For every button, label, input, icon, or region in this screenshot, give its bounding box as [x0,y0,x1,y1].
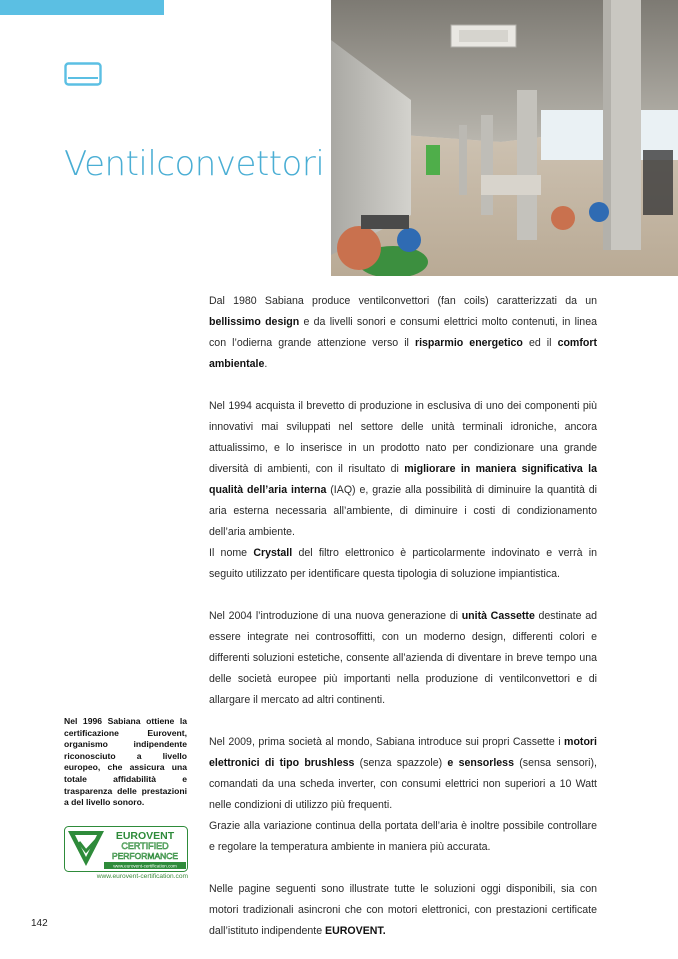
paragraph-gap [209,711,597,732]
text-run: Dal 1980 Sabiana produce ventilconvettori (fan coils) caratterizzati da un [209,295,597,307]
eurovent-url: www.eurovent-certification.com [96,873,188,880]
body-text [209,291,597,942]
page-title: Ventilconvettori [64,144,325,184]
paragraph-eurovent [209,879,597,942]
text-run: e da livelli sonori e consumi elettrici molto contenuti, in linea con l’odierna grande attenzione verso il [209,316,597,349]
emphasis: bellissimo design [209,316,300,328]
paragraph-history-2009 [209,732,597,816]
emphasis: unità Cassette [461,610,535,622]
text-run: (IAQ) e, grazie alla possibilità di diminuire la quantità di aria esterna necessaria all’ambiente, di diminuire i costi di condizionamento dell’aria ambiente. [209,484,598,538]
emphasis: risparmio energetico [414,337,523,349]
eurovent-certified-logo [64,826,188,872]
fan-coil-unit-icon [64,62,102,86]
page-number: 142 [31,918,48,929]
text-run: Nel 2009, prima società al mondo, Sabiana introduce sui propri Cassette i [209,736,565,748]
paragraph-history-2004 [209,606,597,711]
emphasis: comfort ambientale [209,337,597,370]
text-run: Nel 2004 l’introduzione di una nuova generazione di [209,610,462,622]
logo-word-certified: CERTIFIED [121,841,169,851]
paragraph-gap [209,858,597,879]
gym-interior-photo [331,0,678,276]
paragraph-crystall [209,543,597,585]
text-run: Nelle pagine seguenti sono illustrate tutte le soluzioni oggi disponibili, sia con motori tradizionali asincroni che con motori elettronici, con prestazioni certificate dall’istituto indipendente [209,883,597,937]
text-run: . [264,358,268,370]
text-run: del filtro elettronico è particolarmente indovinato e verrà in seguito utilizzato per identificare questa tipologia di soluzione impiantistica. [209,547,597,580]
emphasis: Crystall [253,547,293,559]
text-run: Il nome [209,547,254,559]
text-run: ed il [522,337,558,349]
text-run: Grazie alla variazione continua della portata dell’aria è inoltre possibile controllare e regolare la temperatura ambiente in maniera più accurata. [209,820,597,853]
emphasis: migliorare in maniera significativa la qualità dell’aria interna [209,463,597,496]
side-note: Nel 1996 Sabiana ottiene la certificazione Eurovent, organismo indipendente riconosciuto a livello europeo, che assicura una totale affidabilità e trasparenza delle prestazioni a del livello sonoro. [64,716,187,808]
photo-illustration [331,0,678,276]
paragraph-gap [209,585,597,606]
logo-small-url: www.eurovent-certification.com [113,863,177,869]
emphasis: e sensorless [447,757,514,769]
emphasis: motori elettronici di tipo brushless [209,736,597,769]
paragraph-airflow [209,816,597,858]
emphasis: EUROVENT. [325,925,386,937]
text-run: destinate ad essere integrate nei controsoffitti, con un moderno design, differenti colori e differenti soluzioni estetiche, consente all’azienda di diventare in breve tempo una delle società europee più importanti nella produzione di ventilconvettori e di allargare il mercato ad altri continenti. [209,610,597,706]
paragraph-history-1994 [209,396,597,543]
text-run: (senza spazzole) [354,757,448,769]
logo-word-eurovent: EUROVENT [115,830,175,842]
paragraph-history-1980 [209,291,597,375]
text-run: (sensa sensori), comandati da una scheda inverter, con consumi elettrici non superiori a 10 Watt nelle condizioni di utilizzo più frequenti. [209,757,597,811]
logo-word-performance: PERFORMANCE [111,851,179,861]
top-accent-bar [0,0,164,15]
text-run: Nel 1994 acquista il brevetto di produzione in esclusiva di uno dei componenti più innovativi mai sviluppati nel settore delle unità terminali idroniche, ancora attualissimo, e lo inserisce in un prodotto nato per condizionare una grande diversità di ambienti, con il risultato di [209,400,597,475]
paragraph-gap [209,375,597,396]
